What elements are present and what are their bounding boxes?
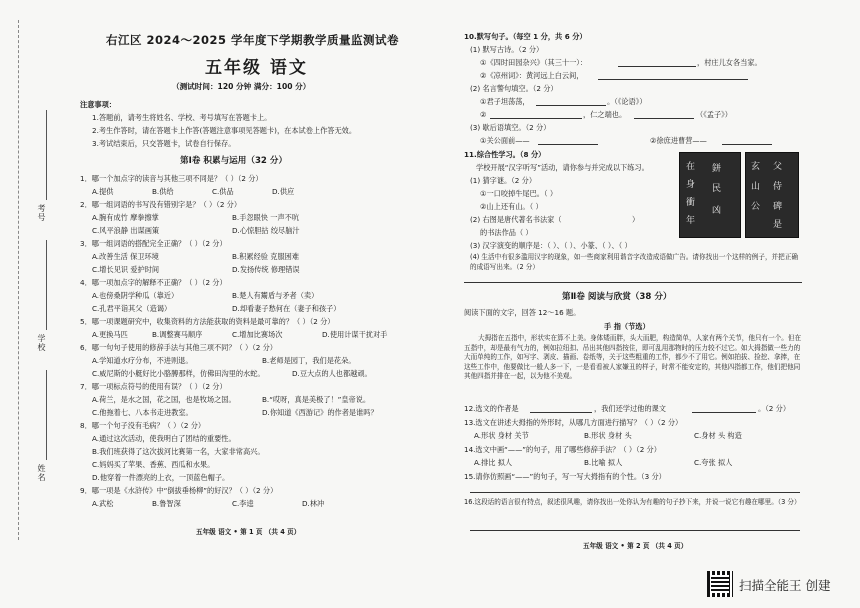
cut-line [18,20,19,540]
option: A.荷兰，是水之国，花之国，也是牧场之国。 [92,395,236,404]
answer-blank[interactable] [536,105,606,106]
fill-line: ②徐庶进曹营—— [650,136,707,145]
option: B.楚人有鬻盾与矛者（卖） [232,291,319,300]
fill-line: 的书法作品（ ） [480,228,533,237]
option: B.形状 身材 头 [584,431,632,440]
binding-margin [0,0,58,560]
fill-line: ①《四时田园杂兴》（其三十一）： [480,58,588,67]
option: B.积累经验 克服困难 [232,252,300,261]
answer-blank[interactable] [722,144,772,145]
option: D.却看妻子愁何在（妻子和孩子） [232,304,341,313]
fill-line: ②山上还有山。（ ） [480,202,543,211]
option: A.排比 拟人 [474,458,513,467]
option: A.腕有成竹 摩拳擦掌 [92,213,159,222]
question-stem: 8．哪一个句子没有毛病？（ ）（2 分） [80,421,206,430]
option: A.也傍桑阴学种瓜（靠近） [92,291,179,300]
option: B.比喻 拟人 [584,458,623,467]
question-stem: 14.选文中画“——”的句子，用了哪些修辞手法？（ ）（2 分） [464,445,661,454]
fill-line: （《孟子》） [696,110,732,119]
option: B.“哎呀，真是美极了！”皇帝说。 [262,395,371,404]
answer-line[interactable] [470,492,800,493]
fill-line: ，仁之端也。 [583,110,627,119]
option: D.使用计谋干扰对手 [322,330,388,339]
answer-blank[interactable] [598,79,748,80]
scanner-watermark: 扫描全能王 创建 [739,578,831,593]
question-stem: 2．哪一组词语的书写没有错别字是？（ ）（2 分） [80,200,242,209]
option: B.调整赛马顺序 [152,330,203,339]
fill-line: ② [480,110,487,119]
option: D.发扬传统 修理错误 [232,265,300,274]
option: A.形状 身材 关节 [474,431,529,440]
question-stem: 1．哪一个加点字的读音与其他三项不同是？（ ）（2 分） [80,174,263,183]
fill-line: ，村庄儿女各当家。 [697,58,762,67]
question-stem: 11.综合性学习。（8 分） [464,150,546,159]
question-stem: 9．哪一项是《水浒传》中“倒拔垂杨柳”的好汉？（ ）（2 分） [80,486,278,495]
exam-no-label: 考号 [37,204,46,222]
option: B.我们班获得了这次拔河比赛第一名，大家非常高兴。 [92,447,265,456]
question-stem: ，我们还学过他的课文 [594,404,666,413]
calligraphy-image-left: 在 身 衝 年 鉼 民 凶 [679,152,741,238]
binding-line [46,370,47,460]
option: C.威尼斯的小艇好比小胳膊那样，仿佛田沟里的水蛇。 [92,369,265,378]
question-stem: 10.默写句子。（每空 1 分，共 6 分） [464,32,587,41]
option: C.供品 [212,187,234,196]
option: B.老师是园丁，我们是花朵。 [262,356,356,365]
sub-question: (1) 猜字谜。（2 分） [470,176,537,185]
page-footer: 五年级 语文 • 第 2 页 （共 4 页） [583,542,688,550]
option: B.手忽眼快 一声不吭 [232,213,300,222]
fill-line: ①关公面前—— [480,136,530,145]
answer-blank[interactable] [538,144,598,145]
question-stem: 3．哪一组词语的搭配完全正确？（ ）（2 分） [80,239,227,248]
option: D.林冲 [302,499,325,508]
note-item: 3.考试结束后，只交答题卡，试卷自行保存。 [92,139,236,148]
option: C.夸张 拟人 [694,458,733,467]
option: C.孔君平诣其父（造谒） [92,304,172,313]
intro-text: 学校开展“汉字听写”活动，请你参与并完成以下练习。 [476,163,649,172]
fill-line: ②《凉州词》：黄河远上白云间， [480,71,584,80]
grade-subject: 五年级 语文 [205,58,308,78]
option: D.供应 [272,187,295,196]
sub-question: (2) 右图是唐代著名书法家（ [470,215,562,224]
section-2-title: 第Ⅱ卷 阅读与欣赏（38 分） [562,292,672,302]
section-1-title: 第Ⅰ卷 积累与运用（32 分） [180,156,288,166]
name-label: 姓名 [37,464,46,482]
option: C.增长见识 爱护时间 [92,265,160,274]
option: A.改善生活 保卫环境 [92,252,159,261]
sub-question: (2) 名言警句填空。（2 分） [470,84,558,93]
option: C.风平浪静 出谋画策 [92,226,160,235]
answer-blank[interactable] [634,118,694,119]
option: C.李逵 [232,499,254,508]
fill-line: ①一口咬掉牛尾巴。（ ） [480,189,558,198]
binding-line [46,110,47,200]
option: D.心惊胆拈 绞尽脑汁 [232,226,300,235]
answer-blank[interactable] [618,66,696,67]
answer-blank[interactable] [530,412,592,413]
option: D.他穿着一件漂亮的上衣，一顶蓝色帽子。 [92,473,230,482]
calligraphy-image-right: 玄 山 公 父 侍 碑 是 [745,152,799,238]
qr-code-icon [707,571,733,597]
question-stem: 7．哪一项标点符号的使用有误？（ ）（2 分） [80,382,227,391]
option: B.鲁智深 [152,499,181,508]
passage-title: 手 指（节选） [604,322,650,331]
notes-heading: 注意事项： [80,100,116,109]
option: A.提供 [92,187,114,196]
answer-line[interactable] [470,530,800,531]
option: C.身材 头 构造 [694,431,742,440]
option: C.他拖着七、八本书走进教室。 [92,408,193,417]
sub-question: (3) 汉字演变的顺序是：（ ）、（ ）、小篆、（ ）、（ ） [470,241,632,250]
question-stem: 16.这段话的语言很有特点，叙述很风趣，请你找出一处你认为有趣的句子抄下来，并说一说它有趣在哪里。（3 分） [464,498,801,506]
page-footer: 五年级 语文 • 第 1 页 （共 4 页） [196,528,301,536]
reading-passage: 大拇指在五指中，形状实在算不上美。身体矮而胖，头大而肥，构造简单，人家有两个关节，他只有一个。但在五指中，却是最有气力的，例如拉纽扣、吊出其他四指按住，即可乱用那物时的压力较不过它。如大拇指做一些力的大而单纯的工作，如写字、剥皮、描画、卷纸等，关于这些粗重的工作，都少不了用它。例如拍拔、捡挖、拿捧，在这些工作中，他要做比一般人多一下，一是看看被人家嫌丑的样子，时常不能安定的，其他四指都工作，他们把他同其他四指并排在一起，以为他不美观。 [464,334,802,381]
note-item: 1.答题前，请考生将姓名、学校、考号填写在答题卡上。 [92,113,272,122]
question-stem: 4．哪一项加点字的解释不正确？（ ）（2 分） [80,278,227,287]
answer-blank[interactable] [490,118,582,119]
note-item: 2.考生作答时，请在答题卡上作答(答题注意事项见答题卡)，在本试卷上作答无效。 [92,126,357,135]
option: C.妈妈买了苹果、香蕉、西瓜和水果。 [92,460,215,469]
sub-question: (3) 歇后语填空。（2 分） [470,123,551,132]
answer-blank[interactable] [692,412,756,413]
option: D.你知道《西游记》的作者是谁吗？ [262,408,378,417]
sub-question: (4) 生活中有很多滥用汉字的现象，如一些商家利用谐音字改造成语做广告。请你找出一个这样的例子，并把正确的成语写出来。（2 分） [470,253,798,271]
option: A.武松 [92,499,114,508]
question-stem: 15.请你仿照画“——”的句子，写一写大拇指有的个性。（3 分） [464,472,666,481]
divider [464,282,802,283]
question-stem: 12.选文的作者是 [464,404,519,413]
time-info: （测试时间：120 分钟 满分：100 分） [172,82,311,91]
question-stem: 。（2 分） [758,404,791,413]
option: A.通过这次活动，使我明白了团结的重要性。 [92,434,236,443]
option: A.学知道水疗分布，不进则退。 [92,356,193,365]
question-stem: 5．哪一项课题研究中，收集资料的方法能获取的资料是最可靠的？（ ）（2 分） [80,317,335,326]
option: D.豆大点的人也都越顽。 [292,369,372,378]
option: C.增加比赛场次 [232,330,283,339]
binding-line [46,240,47,330]
fill-line: ①君子坦荡荡， [480,97,530,106]
fill-line: ） [632,215,640,224]
sub-question: (1) 默写古诗。（2 分） [470,45,544,54]
school-label: 学校 [37,334,46,352]
exam-title: 右江区 2024～2025 学年度下学期教学质量监测试卷 [106,33,400,47]
option: B.供给 [152,187,174,196]
question-stem: 6．哪一句句子使用的修辞手法与其他三项不同？（ ）（2 分） [80,343,277,352]
reading-intro: 阅读下面的文字，回答 12～16 题。 [464,308,581,317]
fill-line: 。（《论语》） [607,97,647,106]
option: A.更换马匹 [92,330,128,339]
question-stem: 13.选文在讲述大拇指的外形时，从哪几方面进行描写？（ ）（2 分） [464,418,683,427]
